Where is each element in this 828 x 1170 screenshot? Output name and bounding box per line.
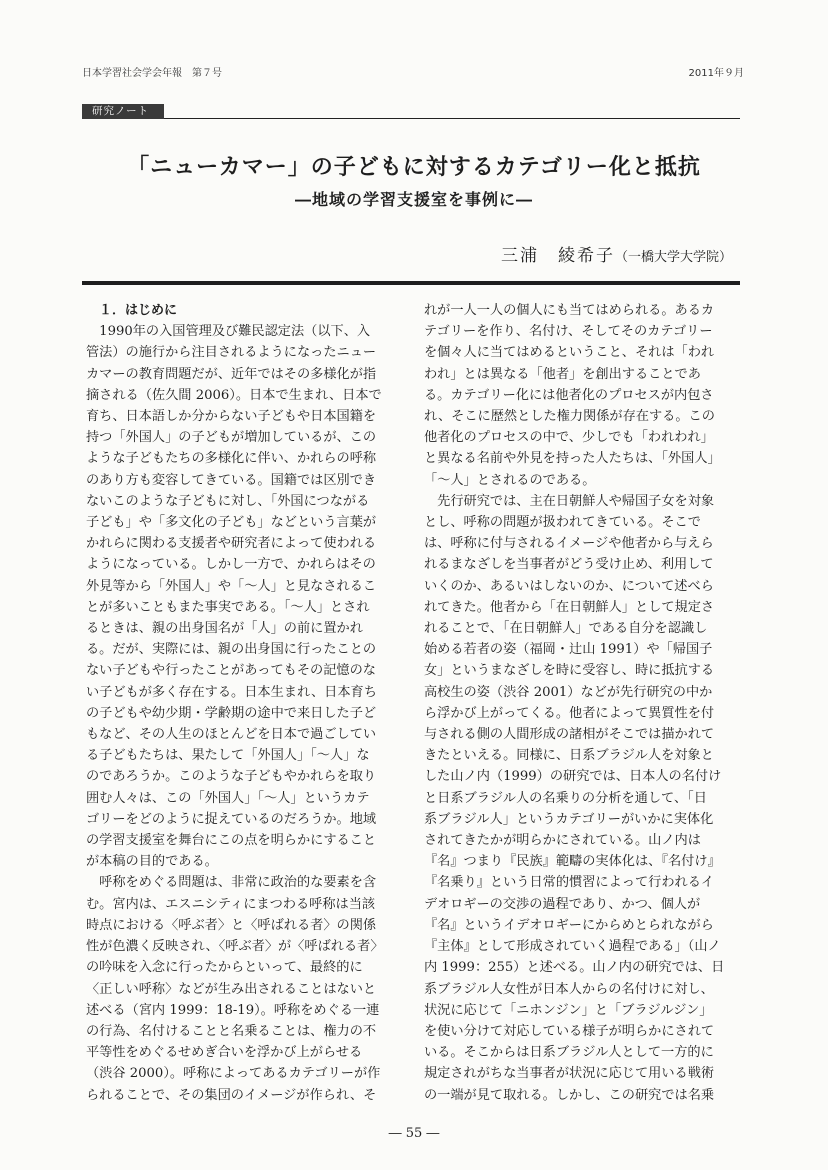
text-line: デオロギーの交渉の過程であり、かつ、個人が (424, 896, 701, 912)
text-line: 時点における〈呼ぶ者〉と〈呼ばれる者〉の関係 (86, 917, 377, 933)
text-line: は、呼称に付与されるイメージや他者から与えら (424, 536, 714, 552)
text-line: いる。そこからは日系ブラジル人として一方的に (424, 1045, 714, 1061)
text-line: ような子どもたちの多様化に伴い、かれらの呼称 (86, 451, 377, 467)
text-line: かれらに関わる支援者や研究者によって使われる (86, 536, 377, 552)
text-line: 系ブラジル人」というカテゴリーがいかに実体化 (424, 811, 714, 827)
text-line: れるまなざしを当事者がどう受け止め、利用して (424, 557, 714, 573)
text-line: る子どもたちは、果たして「外国人」「～人」な (86, 748, 370, 764)
text-line: 述べる（宮内 1999：18-19）。呼称をめぐる一連 (86, 1002, 380, 1018)
text-line: 与される側の人間形成の諸相がそこでは描かれて (424, 727, 715, 743)
text-line: の吟味を入念に行ったからといって、最終的に (86, 960, 363, 976)
text-line: を個々人に当てはめるということ、それは「われ (424, 345, 715, 361)
text-line: 先行研究では、主在日朝鮮人や帰国子女を対象 (424, 493, 715, 509)
text-line: されてきたかが明らかにされている。山ノ内は (424, 833, 701, 849)
text-line: 他者化のプロセスの中で、少しでも「われわれ」 (424, 430, 714, 446)
text-line: れてきた。他者から「在日朝鮮人」として規定さ (424, 599, 715, 615)
text-line: 『名』というイデオロギーにからめとられながら (424, 917, 714, 933)
text-line: 育ち、日本語しか分からない子どもや日本国籍を (86, 409, 377, 425)
section-rule (82, 118, 740, 119)
text-line: とが多いこともまた事実である。「～人」とされ (86, 599, 370, 615)
text-line: （渋谷 2000）。呼称によってあるカテゴリーが作 (86, 1066, 381, 1082)
text-line: 性が色濃く反映され、〈呼ぶ者〉が〈呼ばれる者〉 (86, 939, 384, 955)
text-line: れ、そこに歴然とした権力関係が存在する。この (424, 409, 715, 425)
text-line: 『名』つまり『民族』範疇の実体化は、『名付け』 (424, 854, 721, 870)
text-line: もなど、その人生のほとんどを日本で過ごしてい (86, 727, 377, 743)
text-line: きたといえる。同様に、日系ブラジル人を対象と (424, 748, 714, 764)
text-line: とし、呼称の問題が扱われてきている。そこで (424, 515, 701, 531)
article-title: 「ニューカマー」の子どもに対するカテゴリー化と抵抗 (127, 154, 701, 180)
left-column (86, 300, 395, 1106)
right-column (424, 300, 733, 1106)
article-type-tag: 研究ノート (82, 104, 164, 119)
author-affiliation: （一橋大学大学院） (614, 250, 732, 265)
text-line: ないこのような子どもに対し、「外国につながる (86, 493, 370, 509)
text-line: と日系ブラジル人の名乗りの分析を通して、「日 (424, 790, 707, 806)
text-line: の一端が見て取れる。しかし、この研究では名乗 (424, 1087, 715, 1103)
text-line: 管法）の施行から注目されるようになったニュー (86, 345, 377, 361)
text-line: いくのか、あるいはしないのか、について述べら (424, 578, 714, 594)
text-line: した山ノ内（1999）の研究では、日本人の名付け (424, 769, 722, 785)
text-line: 状況に応じて「ニホンジン」と「ブラジルジン」 (424, 1002, 713, 1018)
text-line: １．はじめに (86, 303, 178, 318)
text-line: られることで、その集団のイメージが作られ、そ (86, 1087, 377, 1103)
text-line: る。だが、実際には、親の出身国に行ったことの (86, 642, 377, 658)
author-name: 三浦 綾希子 (500, 246, 615, 266)
text-line: 女」というまなざしを時に受容し、時に抵抗する (424, 663, 715, 679)
text-line: カマーの教育問題だが、近年ではその多様化が指 (86, 366, 377, 382)
title-divider (82, 281, 740, 285)
text-line: ゴリーをどのように捉えているのだろうか。地域 (86, 811, 377, 827)
text-line: 『主体』として形成されていく過程である」（山ノ (424, 939, 721, 955)
text-line: 平等性をめぐるせめぎ合いを浮かび上がらせる (86, 1045, 363, 1061)
text-line: の行為、名付けることと名乗ることは、権力の不 (86, 1023, 377, 1039)
text-line: い子どもが多く存在する。日本生まれ、日本育ち (86, 684, 377, 700)
text-line: 子ども」や「多文化の子ども」などという言葉が (86, 515, 377, 531)
text-line: 内 1999：255）と述べる。山ノ内の研究では、日 (424, 960, 725, 976)
text-line: れが一人一人の個人にも当てはめられる。あるカ (424, 303, 715, 318)
text-line: れることで、「在日朝鮮人」である自分を認識し (424, 621, 708, 637)
text-line: 高校生の姿（渋谷 2001）などが先行研究の中か (424, 684, 713, 700)
text-line: われ」とは異なる「他者」を創出することであ (424, 366, 701, 382)
text-line: を使い分けて対応している様子が明らかにされて (424, 1023, 715, 1039)
text-line: 1990年の入国管理及び難民認定法（以下、入 (86, 324, 371, 340)
text-line: ない子どもや行ったことがあってもその記憶のな (86, 663, 376, 679)
text-line: る。カテゴリー化には他者化のプロセスが内包さ (424, 387, 714, 403)
text-line: 外見等から「外国人」や「～人」と見なされるこ (86, 578, 377, 594)
text-line: るときは、親の出身国名が「人」の前に置かれ (86, 621, 363, 637)
text-line: 『名乗り』という日常的慣習によって行われるイ (424, 875, 715, 891)
text-line: 「～人」とされるのである。 (424, 472, 596, 488)
text-line: が本稿の目的である。 (86, 854, 218, 870)
text-line: 囲む人々は、この「外国人」「～人」というカテ (86, 790, 370, 806)
text-line: ら浮かび上がってくる。他者によって異質性を付 (424, 705, 715, 721)
issue-date: 2011年９月 (688, 68, 744, 79)
author-line (501, 241, 732, 266)
journal-header: 日本学習社会学会年報 第７号 (82, 68, 222, 79)
text-line: 系ブラジル人女性が日本人からの名付けに対し、 (424, 981, 714, 997)
text-line: ようになっている。しかし一方で、かれらはその (86, 557, 376, 573)
text-line: 始める若者の姿（福岡・辻山 1991）や「帰国子 (424, 642, 713, 658)
text-line: 持つ「外国人」の子どもが増加しているが、この (86, 430, 377, 446)
page-number: ― 55 ― (388, 1126, 440, 1141)
text-line: 摘される（佐久間 2006）。日本で生まれ、日本で (86, 387, 382, 403)
article-subtitle: ―地域の学習支援室を事例に― (294, 190, 533, 209)
text-line: の学習支援室を舞台にこの点を明らかにすること (86, 833, 377, 849)
text-line: 規定されがちな当事者が状況に応じて用いる戦術 (424, 1066, 715, 1082)
text-line: のあり方も変容してきている。国籍では区別でき (86, 472, 377, 488)
text-line: 〈正しい呼称〉などが生み出されることはないと (86, 981, 377, 997)
text-line: 呼称をめぐる問題は、非常に政治的な要素を含 (86, 875, 377, 891)
text-line: む。宮内は、エスニシティにまつわる呼称は当該 (86, 896, 376, 912)
text-line: の子どもや幼少期・学齢期の途中で来日した子ど (86, 705, 377, 721)
text-line: と異なる名前や外見を持った人たちは、「外国人」 (424, 451, 721, 467)
text-line: のであろうか。このような子どもやかれらを取り (86, 769, 377, 785)
text-line: テゴリーを作り、名付け、そしてそのカテゴリー (424, 324, 713, 340)
